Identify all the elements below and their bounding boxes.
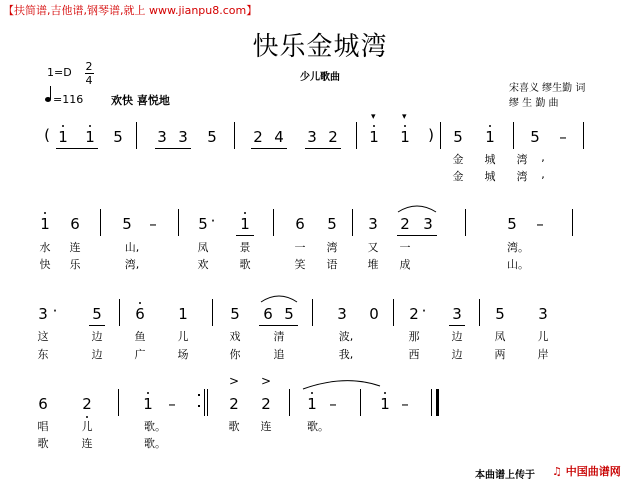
note: 5 [92,305,102,323]
lyric: 广 [134,348,146,361]
lyric: 场 [177,348,189,361]
site-logo[interactable] [552,463,621,479]
note: 5 [453,128,463,146]
note: 6 [70,215,80,233]
note: 3 [368,215,378,233]
note: 6 [38,395,48,413]
lyric: 儿 [81,420,93,433]
lyric: 连 [69,241,81,254]
lyric: 唱 [37,420,49,433]
note: 2 [400,215,410,233]
note: 1 [369,128,379,146]
site-logo-text: 中国曲谱网 [565,465,621,478]
note: 5 [507,215,517,233]
tempo-marking: =116 [53,93,84,106]
note: 3 [337,305,347,323]
dash: – [536,215,544,233]
lyric: 山, [124,241,140,254]
lyric: 连 [260,420,272,433]
song-title: 快乐金城湾 [252,32,388,62]
note: 2 [261,395,271,413]
lyric: 歌。 [144,437,166,450]
lyric: 湾。 [507,241,529,254]
site-banner: 【扶简谱,吉他谱,钢琴谱,就上 www.jianpu8.com】 [3,4,258,17]
note: 5 [198,215,208,233]
lyric: 鱼 [134,330,146,343]
open-paren: ( [44,126,50,144]
lyricist-credit: 宋喜义 缪生勤 词 [509,83,586,94]
lyric: 那 [408,330,420,343]
note: 2 [82,395,92,413]
note: 1 [485,128,495,146]
lyric: 凤 [494,330,506,343]
dash: – [149,215,157,233]
lyric: 西 [408,348,420,361]
lyric: 波, [338,330,354,343]
lyric: 歌 [239,258,251,271]
note: 1 [380,395,390,413]
lyric: , [541,151,545,164]
lyric: 又 [367,241,379,254]
dash: – [401,395,409,413]
note: 2 [328,128,338,146]
lyric: 歌 [228,420,240,433]
note: 5 [122,215,132,233]
lyric: 歌 [37,437,49,450]
note: 1 [400,128,410,146]
dash: – [559,128,567,146]
accent-mark: > [228,374,240,388]
note: 6 [295,215,305,233]
note: 5 [530,128,540,146]
lyric: 乐 [69,258,81,271]
lyric: 一 [294,241,306,254]
lyric: 金 [452,170,464,183]
lyric: 湾 [516,170,528,183]
lyric: 欢 [197,258,209,271]
lyric: 歌。 [307,420,329,433]
lyric: 两 [494,348,506,361]
lyric: 山。 [507,258,529,271]
note: 3 [423,215,433,233]
lyric: 你 [229,348,241,361]
lyric: 成 [399,258,411,271]
lyric: 追 [273,348,285,361]
lyric: 戏 [229,330,241,343]
note: 1 [40,215,50,233]
note: 1 [143,395,153,413]
note: 2 [229,395,239,413]
accent-mark: > [260,374,272,388]
lyric: 连 [81,437,93,450]
lyric: 湾 [326,241,338,254]
note: 1 [307,395,317,413]
dash: – [168,395,176,413]
lyric: , [541,168,545,181]
dot: · [210,212,216,230]
lyric: 城 [484,153,496,166]
close-paren: ) [428,126,434,144]
lyric: 边 [91,348,103,361]
note: 5 [113,128,123,146]
lyric: 景 [239,241,251,254]
lyric: 笑 [294,258,306,271]
lyric: 我, [338,348,354,361]
lyric: 边 [91,330,103,343]
note: 5 [284,305,294,323]
note: 4 [274,128,284,146]
note: 3 [178,128,188,146]
note: 1 [240,215,250,233]
note: 2 [253,128,263,146]
note: 1 [178,305,188,323]
lyric: 凤 [197,241,209,254]
composer-credit: 缪 生 勤 曲 [509,98,559,109]
note: 3 [38,305,48,323]
note: 2 [409,305,419,323]
lyric: 湾 [516,153,528,166]
note: 5 [327,215,337,233]
expression-marking: 欢快 喜悦地 [111,94,170,107]
note: 1 [58,128,68,146]
lyric: 这 [37,330,49,343]
note: 3 [538,305,548,323]
lyric: 湾, [124,258,140,271]
dash: – [329,395,337,413]
lyric: 一 [399,241,411,254]
lyric: 东 [37,348,49,361]
note: 3 [452,305,462,323]
music-logo-icon: ♫ [552,465,562,478]
note: 3 [157,128,167,146]
note: 6 [135,305,145,323]
lyric: 堆 [367,258,379,271]
lyric: 语 [326,258,338,271]
lyric: 金 [452,153,464,166]
lyric: 城 [484,170,496,183]
song-subtitle: 少儿歌曲 [300,72,340,83]
key-signature: 1=D [47,66,72,79]
lyric: 清 [273,330,285,343]
lyric: 岸 [537,348,549,361]
time-signature-bottom: 4 [85,74,93,87]
dot: · [421,302,427,320]
note: 3 [307,128,317,146]
lyric: 儿 [537,330,549,343]
footer-upload-text: 本曲谱上传于 [475,470,535,481]
lyric: 儿 [177,330,189,343]
lyric: 水 [39,241,51,254]
note: 0 [369,305,379,323]
lyric: 边 [451,348,463,361]
note: 1 [85,128,95,146]
dot: · [52,302,58,320]
lyric: 歌。 [144,420,166,433]
time-signature-top: 2 [85,60,93,73]
note: 5 [207,128,217,146]
lyric: 边 [451,330,463,343]
note: 6 [263,305,273,323]
lyric: 快 [39,258,51,271]
note: 5 [230,305,240,323]
note: 5 [495,305,505,323]
